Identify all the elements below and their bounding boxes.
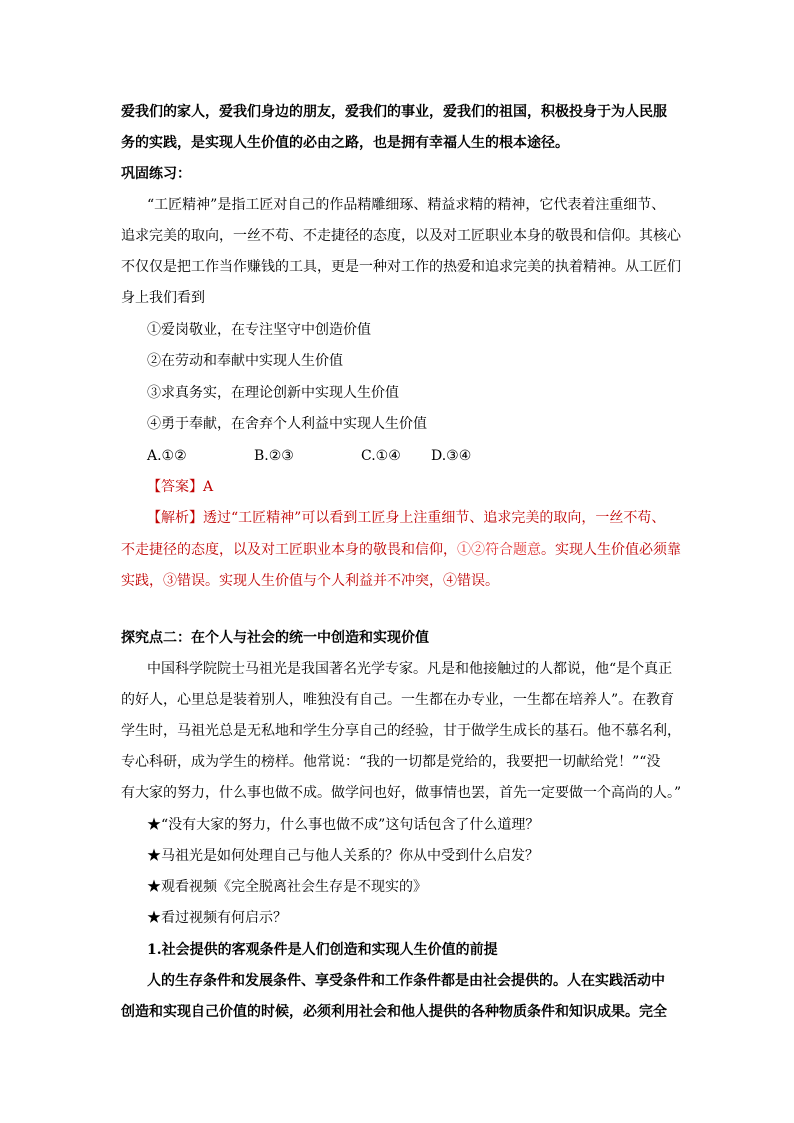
practice-heading: 巩固练习： [121,166,191,182]
question-4: ★看过视频有何启示？ [147,910,287,926]
story-line-2: 的好人，心里总是装着别人，唯独没有自己。一生都在办专业，一生都在培养人”。在教育 [121,692,675,708]
practice-stem-line-4: 身上我们看到 [121,290,205,306]
point1-title: 1.社会提供的客观条件是人们创造和实现人生价值的前提 [147,942,498,958]
question-1: ★“没有大家的努力，什么事也做不成”这句话包含了什么道理？ [147,817,540,833]
practice-stem-line-3: 不仅仅是把工作当作赚钱的工具，更是一种对工作的热爱和追求完美的执着精神。从工匠们 [121,259,681,275]
story-line-3: 学生时，马祖光总是无私地和学生分享自己的经验，甘于做学生成长的基石。他不慕名利， [121,723,681,739]
analysis-label: 【解析】 [147,510,203,526]
answer-label: 【答案】 [147,479,203,495]
answer-value: A [203,479,214,495]
choice-b: B.②③ [254,448,294,464]
analysis-highlight: ①②符合题意 [457,542,541,558]
choice-d: D.③④ [431,448,472,464]
statement-3: ③求真务实，在理论创新中实现人生价值 [147,385,399,401]
choice-row [147,446,471,466]
statement-4: ④勇于奉献，在舍弃个人利益中实现人生价值 [147,416,427,432]
point1-body-line-1: 人的生存条件和发展条件、享受条件和工作条件都是由社会提供的。人在实践活动中 [147,973,665,989]
practice-stem-line-1: “工匠精神”是指工匠对自己的作品精雕细琢、精益求精的精神，它代表着注重细节、 [147,197,666,213]
statement-1: ①爱岗敬业，在专注坚守中创造价值 [147,322,371,338]
story-line-5: 有大家的努力，什么事也做不成。做学问也好，做事情也罢，首先一定要做一个高尚的人。” [121,785,682,801]
analysis-text-2a: 不走捷径的态度，以及对工匠职业本身的敬畏和信仰， [121,542,457,558]
practice-stem-line-2: 追求完美的取向，一丝不苟、不走捷径的态度，以及对工匠职业本身的敬畏和信仰。其核心 [121,228,681,244]
question-2: ★马祖光是如何处理自己与他人关系的？你从中受到什么启发？ [147,848,539,864]
story-line-1: 中国科学院院士马祖光是我国著名光学专家。凡是和他接触过的人都说，他“是个真正 [147,661,673,677]
analysis-line-2 [121,540,681,560]
analysis-text-2c: 。实现人生价值必须靠 [541,542,681,558]
section2-heading: 探究点二：在个人与社会的统一中创造和实现价值 [121,630,429,646]
analysis-line-3: 实践，③错误。实现人生价值与个人利益并不冲突，④错误。 [121,573,499,589]
intro-line-1: 爱我们的家人，爱我们身边的朋友，爱我们的事业，爱我们的祖国，积极投身于为人民服 [121,104,667,120]
story-line-4: 专心科研，成为学生的榜样。他常说：“我的一切都是党给的，我要把一切献给党！”“没 [121,754,661,770]
intro-line-2: 务的实践，是实现人生价值的必由之路，也是拥有幸福人生的根本途径。 [121,135,569,151]
question-3: ★观看视频《完全脱离社会生存是不现实的》 [147,879,427,895]
statement-2: ②在劳动和奉献中实现人生价值 [147,353,343,369]
analysis-text-1: 透过“工匠精神”可以看到工匠身上注重细节、追求完美的取向，一丝不苟、 [203,510,666,526]
choice-a: A.①② [147,448,187,464]
answer-line [147,477,213,497]
choice-c: C.①④ [361,448,401,464]
point1-body-line-2: 创造和实现自己价值的时候，必须利用社会和他人提供的各种物质条件和知识成果。完全 [121,1004,667,1020]
analysis-line-1 [147,508,665,528]
